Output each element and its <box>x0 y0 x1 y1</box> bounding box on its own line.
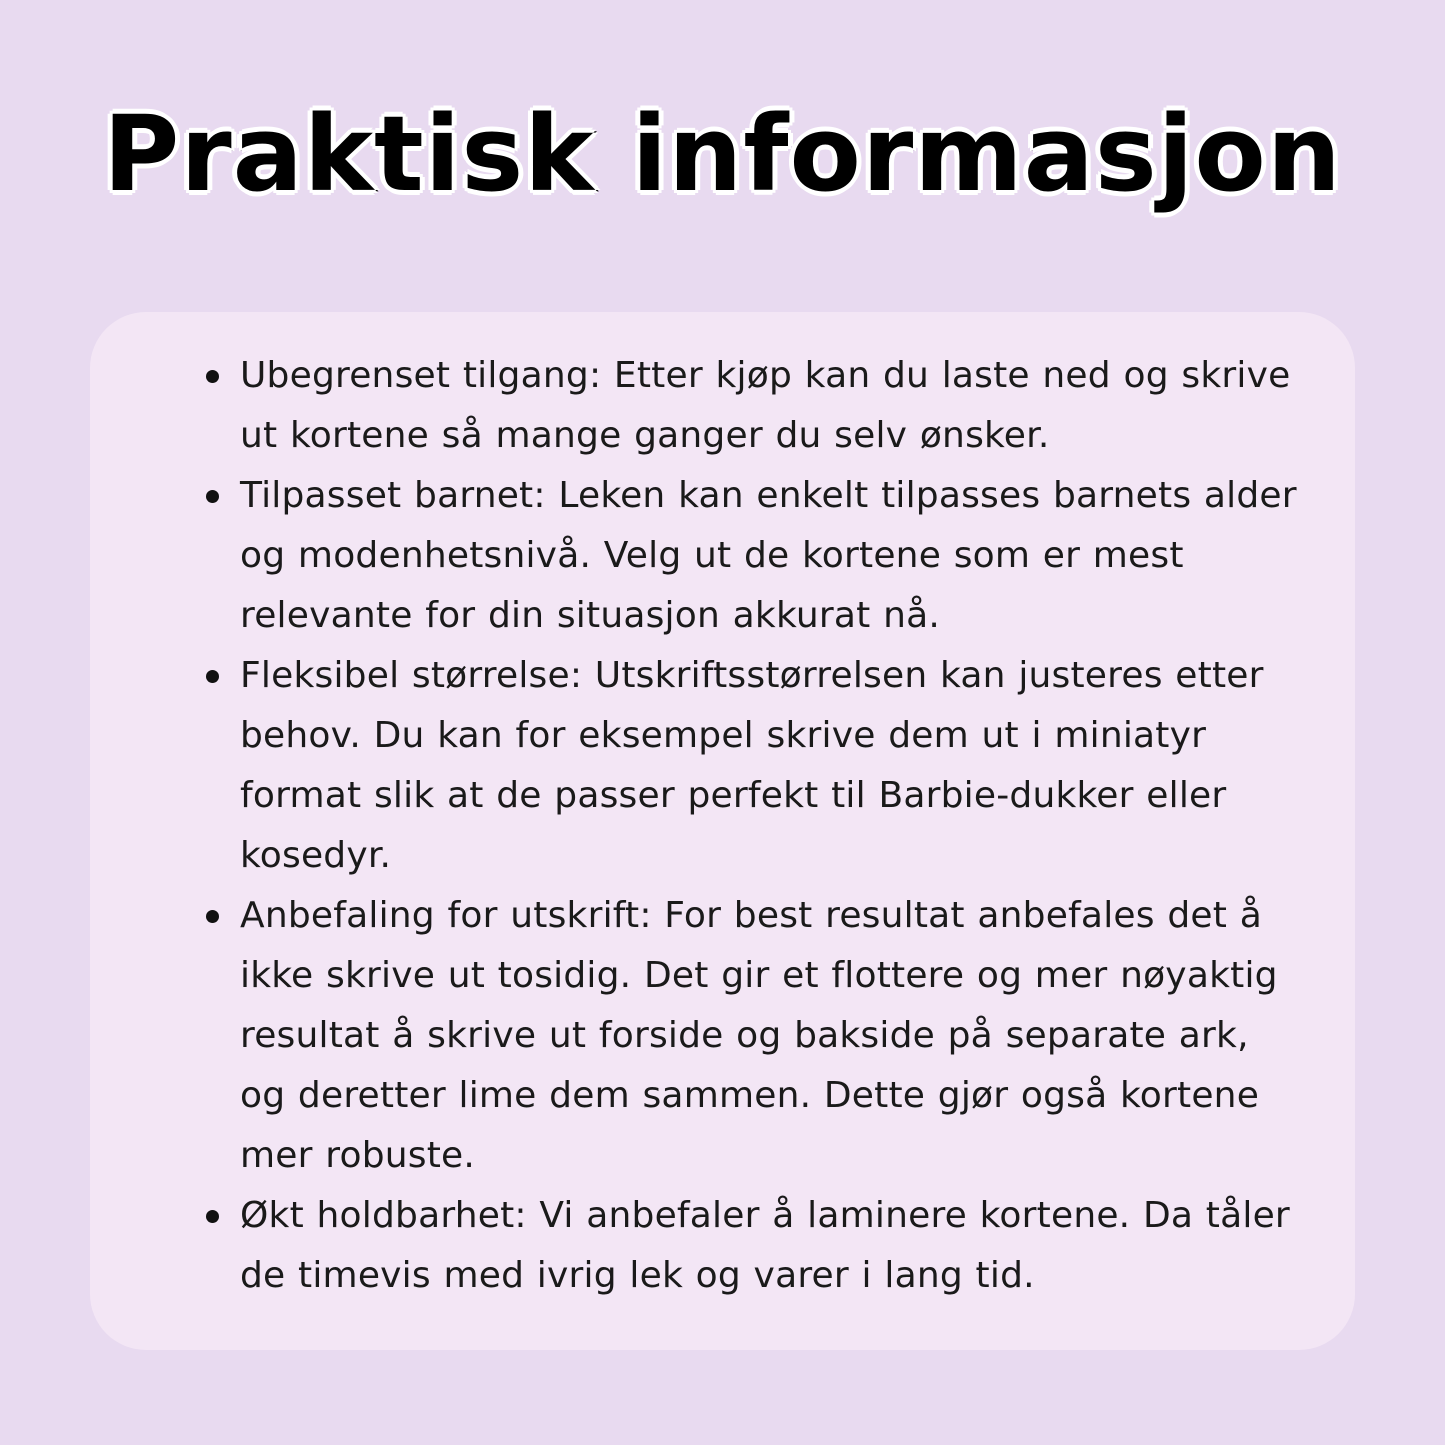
page-title: Praktisk informasjon <box>103 93 1342 215</box>
bullet-dot-icon <box>206 910 219 923</box>
bullet-dot-icon <box>206 490 219 503</box>
list-item-text: Anbefaling for utskrift: For best resultat anbefales det å ikke skrive ut tosidig. Det gir et flottere og mer nøyaktig resultat å skrive ut forside og bakside på separate ark, og deretter lime dem sammen. Dette gjør også kortene mer robuste. <box>240 895 1278 1176</box>
list-item <box>240 466 1300 646</box>
bullet-dot-icon <box>206 1210 219 1223</box>
list-item-text: Fleksibel størrelse: Utskriftsstørrelsen kan justeres etter behov. Du kan for eksempel skrive dem ut i miniatyr format slik at de passer perfekt til Barbie-dukker eller kosedyr. <box>240 655 1264 876</box>
list-item-text: Ubegrenset tilgang: Etter kjøp kan du laste ned og skrive ut kortene så mange ganger du selv ønsker. <box>240 355 1291 456</box>
list-item <box>240 346 1300 466</box>
bullet-dot-icon <box>206 670 219 683</box>
list-item-text: Økt holdbarhet: Vi anbefaler å laminere kortene. Da tåler de timevis med ivrig lek og varer i lang tid. <box>240 1195 1290 1296</box>
list-item <box>240 886 1300 1186</box>
list-item <box>240 646 1300 886</box>
bullet-dot-icon <box>206 370 219 383</box>
list-item-text: Tilpasset barnet: Leken kan enkelt tilpasses barnets alder og modenhetsnivå. Velg ut de kortene som er mest relevante for din situasjon akkurat nå. <box>240 475 1297 636</box>
list-item <box>240 1186 1300 1306</box>
info-list <box>240 346 1300 1306</box>
